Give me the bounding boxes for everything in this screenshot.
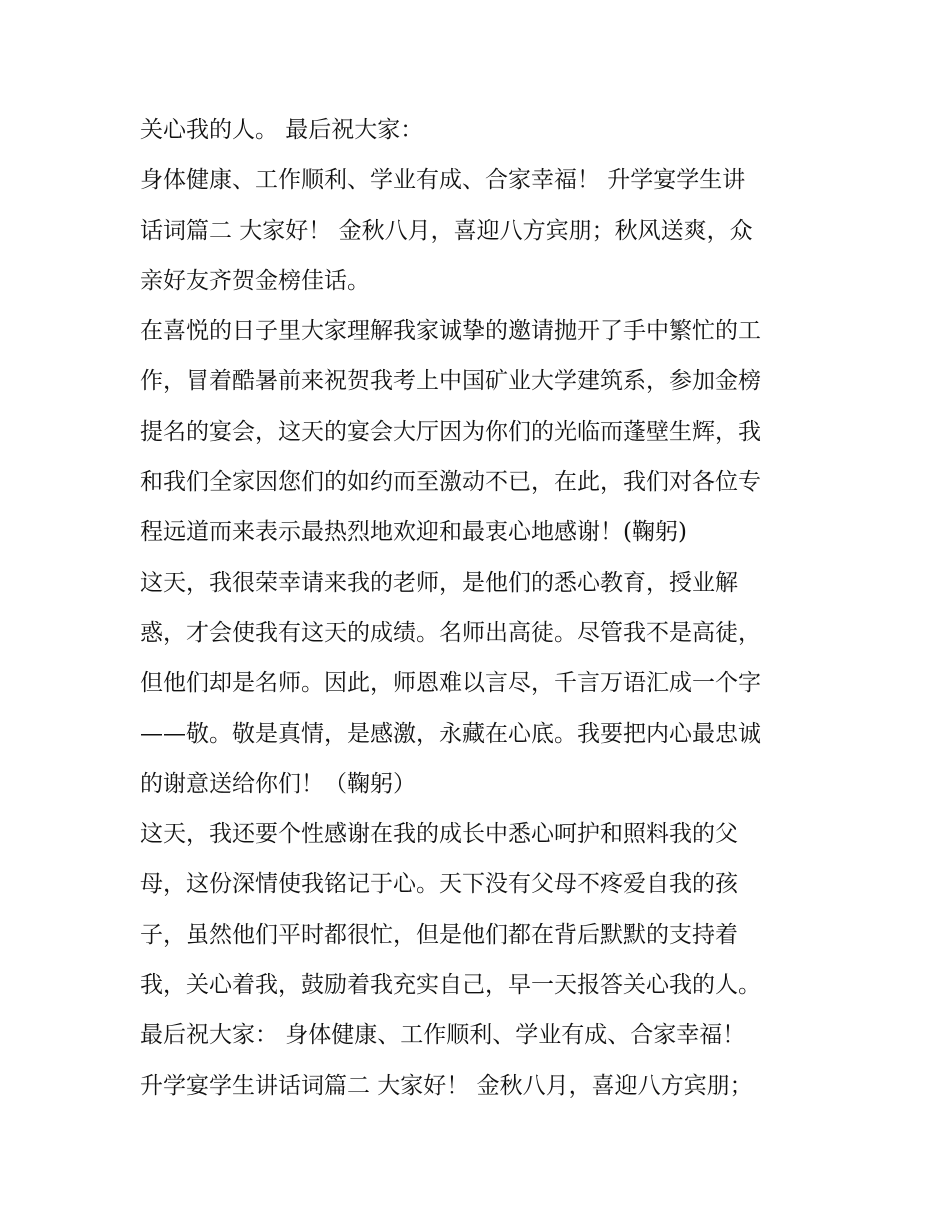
- text-line: 关心我的人。 最后祝大家：: [140, 117, 424, 143]
- text-line: 惑，才会使我有这天的成绩。名师出高徒。尽管我不是高徒，: [140, 619, 761, 646]
- text-line: ——敬。敬是真情，是感激，永藏在心底。我要把内心最忠诚: [140, 720, 761, 747]
- text-line: 在喜悦的日子里大家理解我家诚挚的邀请抛开了手中繁忙的工: [140, 318, 761, 345]
- text-line: 最后祝大家： 身体健康、工作顺利、学业有成、合家幸福！: [140, 1022, 746, 1049]
- text-line: 提名的宴会，这天的宴会大厅因为你们的光临而蓬壁生辉，我: [140, 418, 761, 445]
- text-line: 我，关心着我，鼓励着我充实自己，早一天报答关心我的人。: [140, 972, 761, 999]
- text-line: 升学宴学生讲话词篇二 大家好！ 金秋八月，喜迎八方宾朋；: [140, 1072, 753, 1099]
- document-text: [140, 108, 830, 1108]
- text-line: 话词篇二 大家好！ 金秋八月，喜迎八方宾朋；秋风送爽，众: [140, 217, 753, 244]
- text-line: 的谢意送给你们！（鞠躬）: [140, 770, 416, 797]
- text-line: 子，虽然他们平时都很忙，但是他们都在背后默默的支持着: [140, 921, 738, 948]
- text-line: 但他们却是名师。因此，师恩难以言尽，千言万语汇成一个字: [140, 670, 761, 697]
- text-line: 亲好友齐贺金榜佳话。: [140, 267, 370, 294]
- text-line: 和我们全家因您们的如约而至激动不已，在此，我们对各位专: [140, 469, 761, 496]
- text-line: 这天，我很荣幸请来我的老师，是他们的悉心教育，授业解: [140, 569, 738, 596]
- text-line: 母，这份深情使我铭记于心。天下没有父母不疼爱自我的孩: [140, 871, 738, 898]
- text-line: 身体健康、工作顺利、学业有成、合家幸福！ 升学宴学生讲: [140, 167, 746, 194]
- text-line: 作，冒着酷暑前来祝贺我考上中国矿业大学建筑系，参加金榜: [140, 368, 761, 395]
- text-line: 程远道而来表示最热烈地欢迎和最衷心地感谢！(鞠躬): [140, 519, 687, 546]
- text-line: 这天，我还要个性感谢在我的成长中悉心呵护和照料我的父: [140, 821, 738, 848]
